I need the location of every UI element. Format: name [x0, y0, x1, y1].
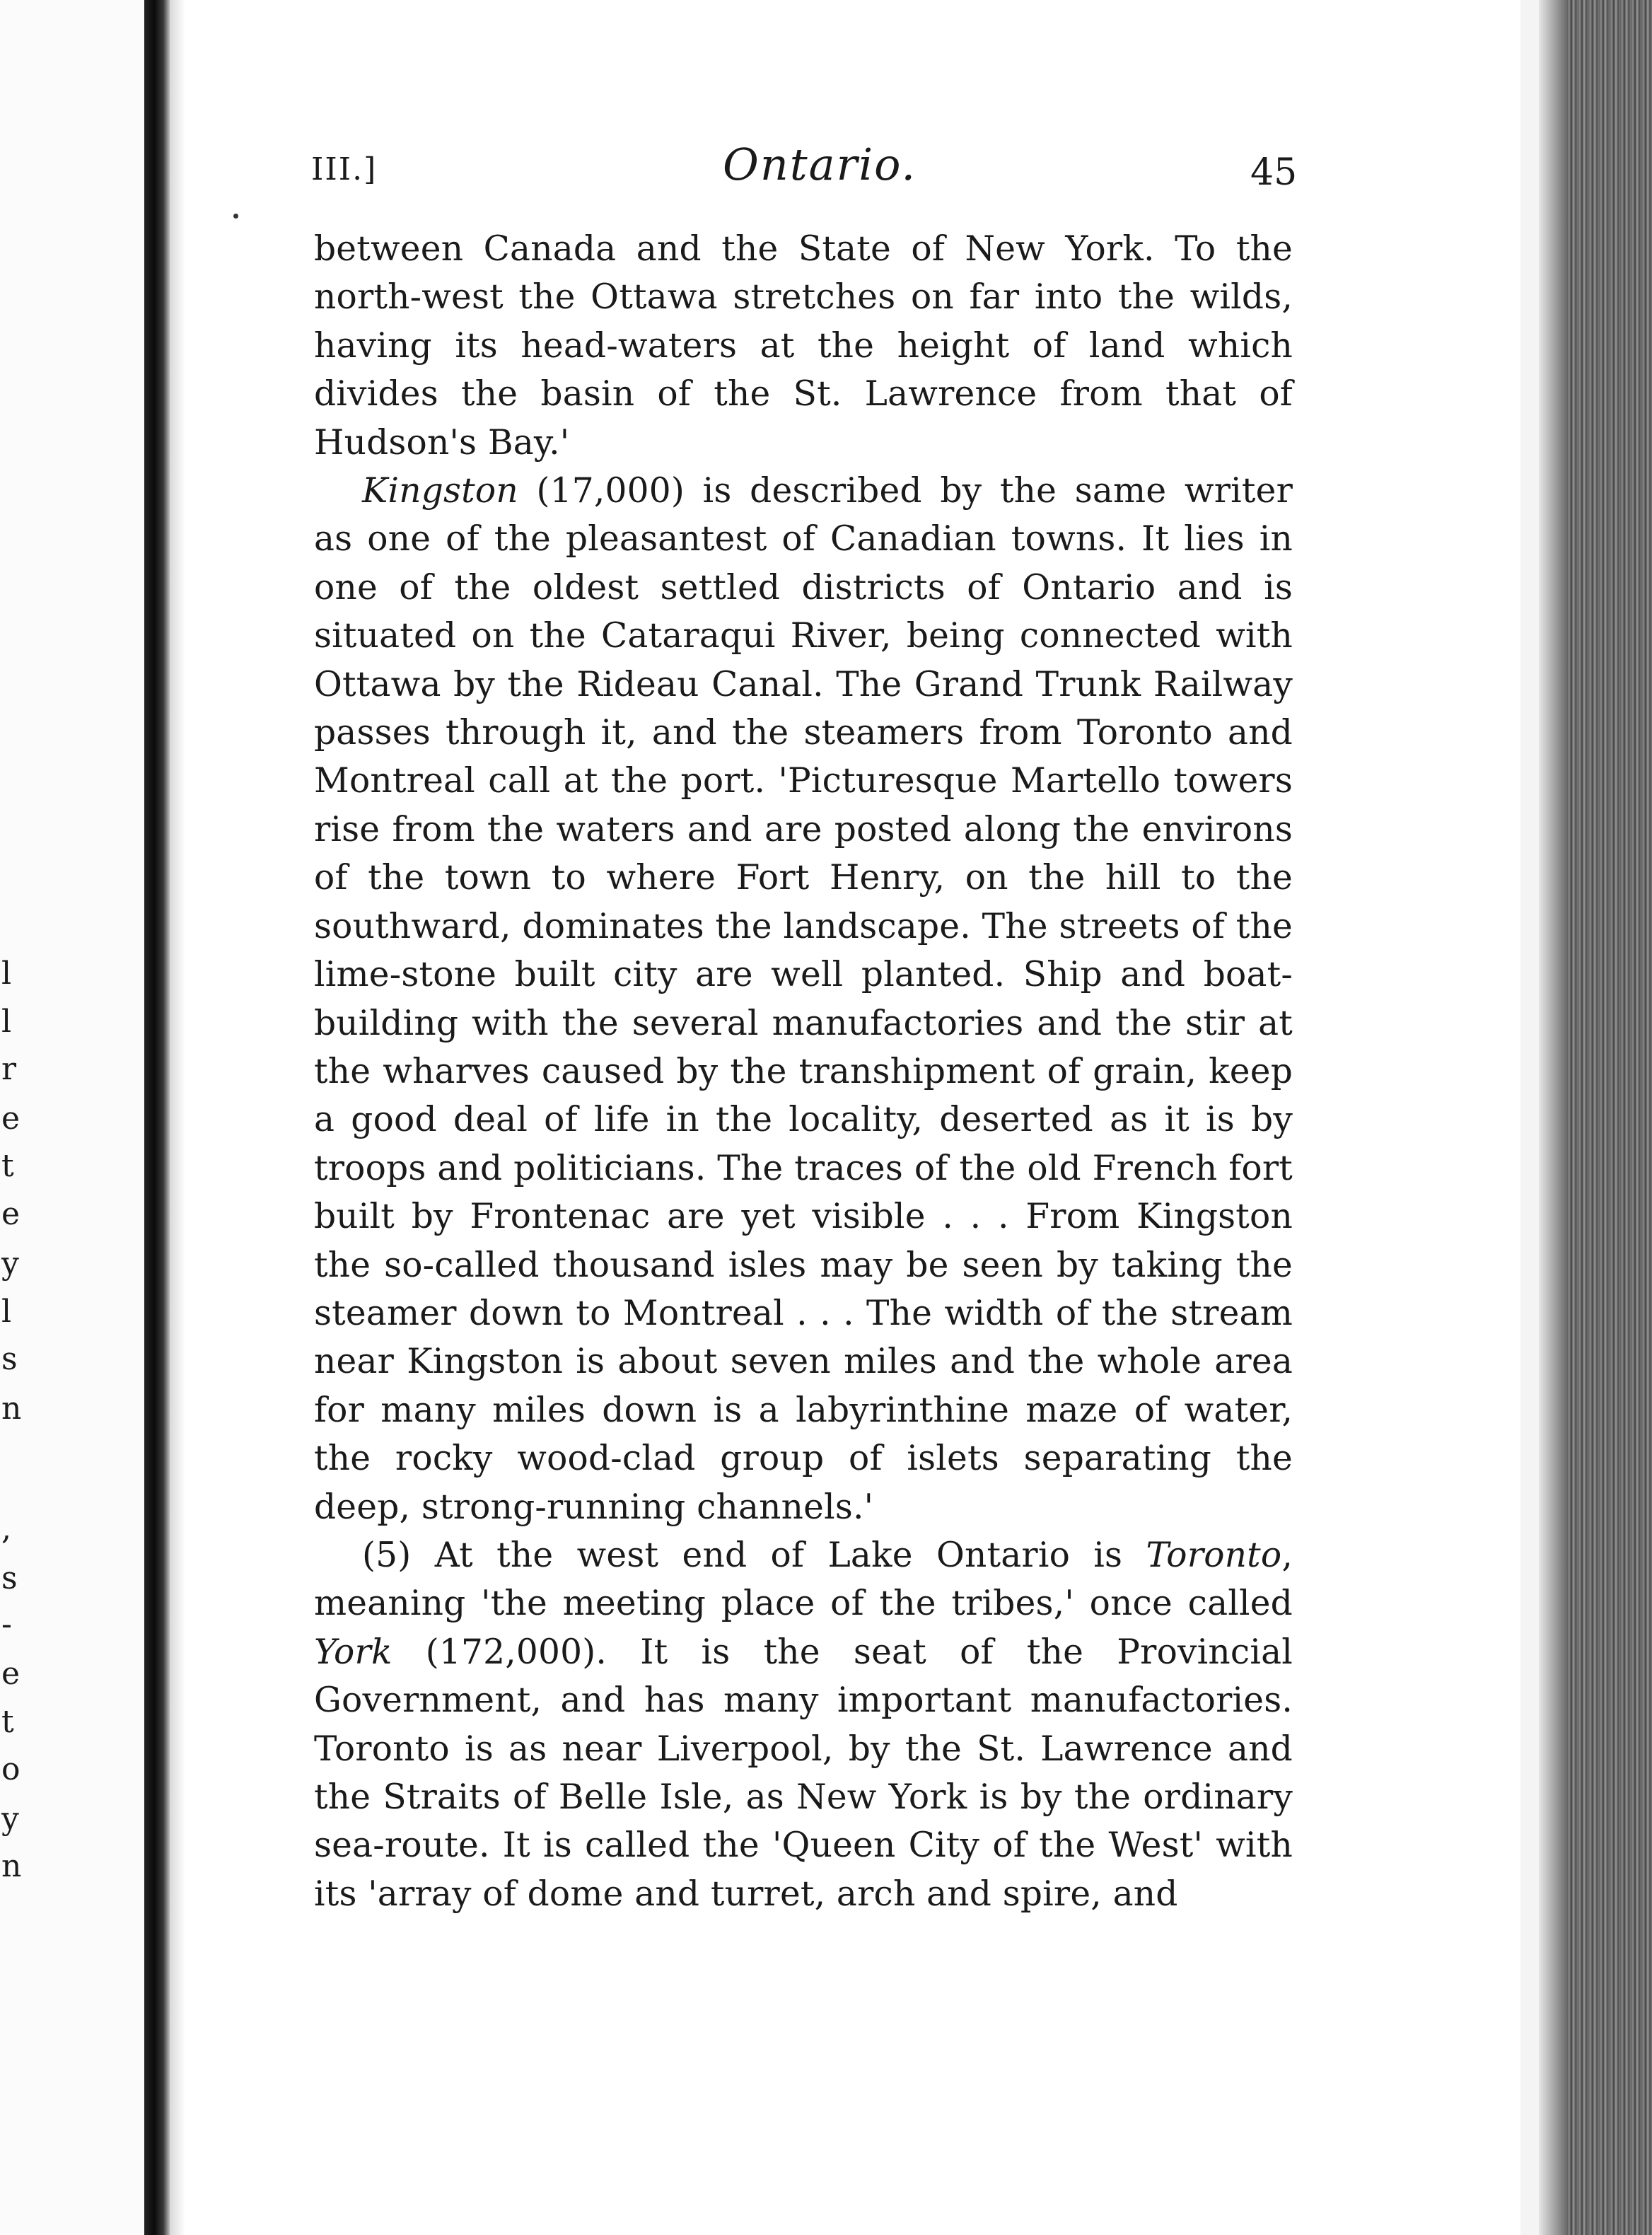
- facing-page-letter: o: [1, 1751, 21, 1787]
- body-text: [314, 225, 1293, 1918]
- italic-place-name: York: [314, 1632, 392, 1672]
- text-run: between Canada and the State of New York. To the north-west the Ottawa stretches on far into the wilds, having its head-waters at the height of land which divides the basin of the St. Lawrence from that of Hudson's Bay.': [314, 229, 1293, 463]
- facing-page-letter: r: [1, 1051, 17, 1087]
- facing-page-letter: t: [1, 1704, 14, 1740]
- running-header: [311, 139, 1301, 202]
- facing-page-letter: e: [1, 1196, 21, 1232]
- margin-dot: [233, 214, 238, 219]
- book-gutter: [144, 0, 170, 2235]
- facing-page-letter: y: [1, 1246, 19, 1282]
- facing-page-letter: l: [1, 1004, 12, 1040]
- paragraph: [314, 1531, 1293, 1918]
- paragraph: [314, 467, 1293, 1531]
- text-run: (172,000). It is the seat of the Provincial Government, and has many important manufactories. Toronto is as near Liverpool, by the St. Lawrence and the Straits of Belle Isle, as New York is by the ordinary sea-route. It is called the 'Queen City of the West' with its 'array of dome and turret, arch and spire, and: [314, 1632, 1293, 1914]
- text-run: (17,000) is described by the same writer as one of the pleasantest of Canadian towns. It lies in one of the oldest settled districts of Ontario and is situated on the Cataraqui River, being connected with Ottawa by the Rideau Canal. The Grand Trunk Railway passes through it, and the steamers from Toronto and Montreal call at the port. 'Picturesque Martello towers rise from the waters and are posted along the environs of the town to where Fort Henry, on the hill to the southward, dominates the landscape. The streets of the lime-stone built city are well planted. Ship and boat-building with the several manufactories and the stir at the wharves caused by the transhipment of grain, keep a good deal of life in the locality, deserted as it is by troops and politicians. The traces of the old French fort built by Frontenac are yet visible . . . From Kingston the so-called thousand isles may be seen by taking the steamer down to Montreal . . . The width of the stream near Kingston is about seven miles and the whole area for many miles down is a labyrinthine maze of water, the rocky wood-clad group of islets separating the deep, strong-running channels.': [314, 471, 1293, 1527]
- paragraph: [314, 225, 1293, 467]
- italic-place-name: Toronto: [1146, 1535, 1282, 1575]
- gutter-fade: [170, 0, 185, 2235]
- facing-page-letter: e: [1, 1101, 21, 1137]
- text-run: (5) At the west end of Lake Ontario is: [362, 1535, 1146, 1575]
- text-run: , meaning 'the meeting place of the tribes,' once called: [314, 1535, 1293, 1624]
- left-page-edge: [0, 0, 144, 2235]
- facing-page-letter: ,: [1, 1511, 11, 1547]
- facing-page-letter: l: [1, 1294, 12, 1330]
- running-title: Ontario.: [723, 139, 917, 190]
- page-number: 45: [1250, 151, 1298, 194]
- facing-page-letter: n: [1, 1391, 22, 1427]
- page-stack: [1567, 0, 1652, 2235]
- italic-place-name: Kingston: [362, 471, 518, 511]
- page-stack-shadow: [1539, 0, 1567, 2235]
- facing-page-letter: e: [1, 1656, 21, 1692]
- facing-page-letter: y: [1, 1801, 19, 1837]
- facing-page-letter: -: [1, 1606, 12, 1642]
- facing-page-letter: n: [1, 1848, 22, 1884]
- facing-page-letter: s: [1, 1560, 18, 1596]
- facing-page-letter: s: [1, 1341, 18, 1377]
- chapter-number: III.]: [311, 151, 378, 187]
- facing-page-letter: t: [1, 1148, 14, 1184]
- facing-page-letter: l: [1, 956, 12, 992]
